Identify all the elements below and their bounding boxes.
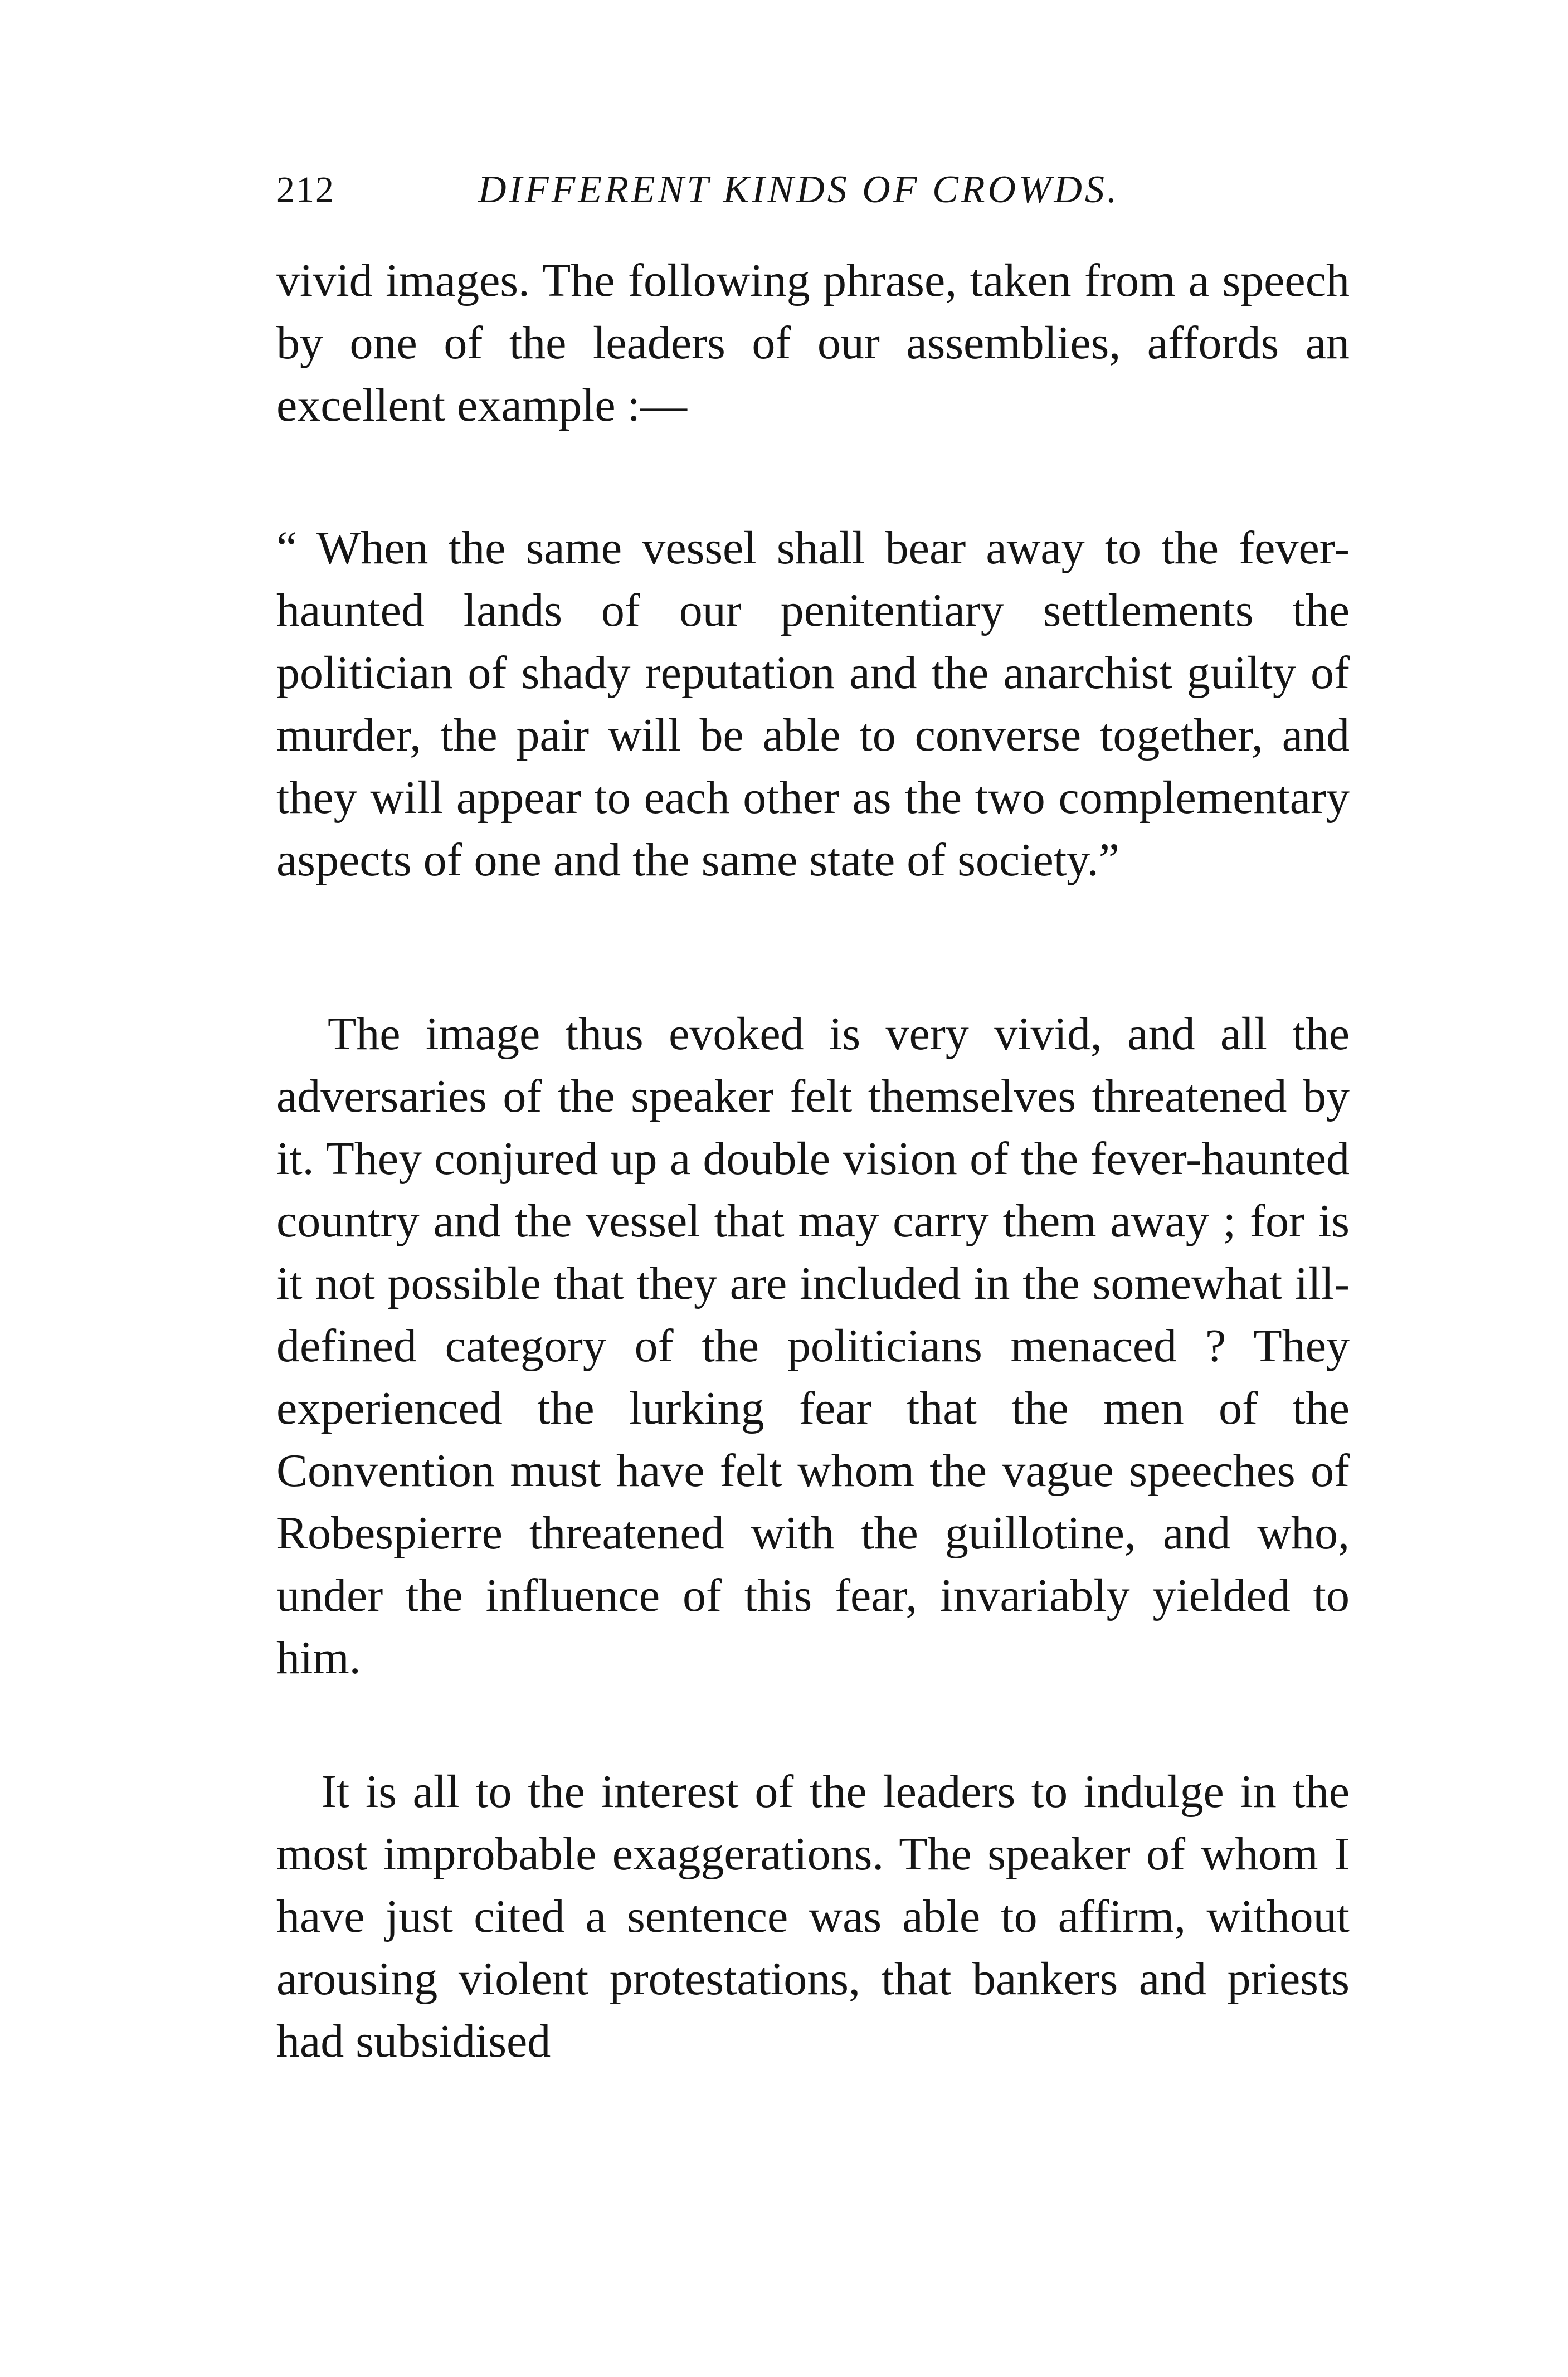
paragraph-intro: vivid images. The following phrase, taken from a speech by one of the leaders of our assemblies, affords an excellent example :— (276, 255, 1350, 431)
paragraph-exaggerations: It is all to the interest of the leaders to indulge in the most improbable exaggerations. The speaker of whom I have just cited a sentence was able to affirm, without arousing violent protestations, that bankers and priests had subsidised (276, 1766, 1350, 2067)
page-number: 212 (276, 169, 335, 210)
running-head: DIFFERENT KINDS OF CROWDS. (478, 168, 1120, 211)
paragraph-image-evoked: The image thus evoked is very vivid, and all the adversaries of the speaker felt themselves threatened by it. They conjured up a double vision of the fever-haunted country and the vessel that may carry them away ; for is it not possible that they are included in the somewhat ill-defined category of the politicians menaced ? They experienced the lurking fear that the men of the Convention must have felt whom the vague speeches of Robespierre threatened with the guillotine, and who, under the influence of this fear, invariably yielded to him. (276, 1008, 1350, 1684)
page-header (276, 165, 1335, 215)
quoted-speech: “ When the same vessel shall bear away to the fever-haunted lands of our penitentiary settlements the politician of shady reputation and the anarchist guilty of murder, the pair will be able to converse together, and they will appear to each other as the two complementary aspects of one and the same state of society.” (276, 522, 1350, 886)
